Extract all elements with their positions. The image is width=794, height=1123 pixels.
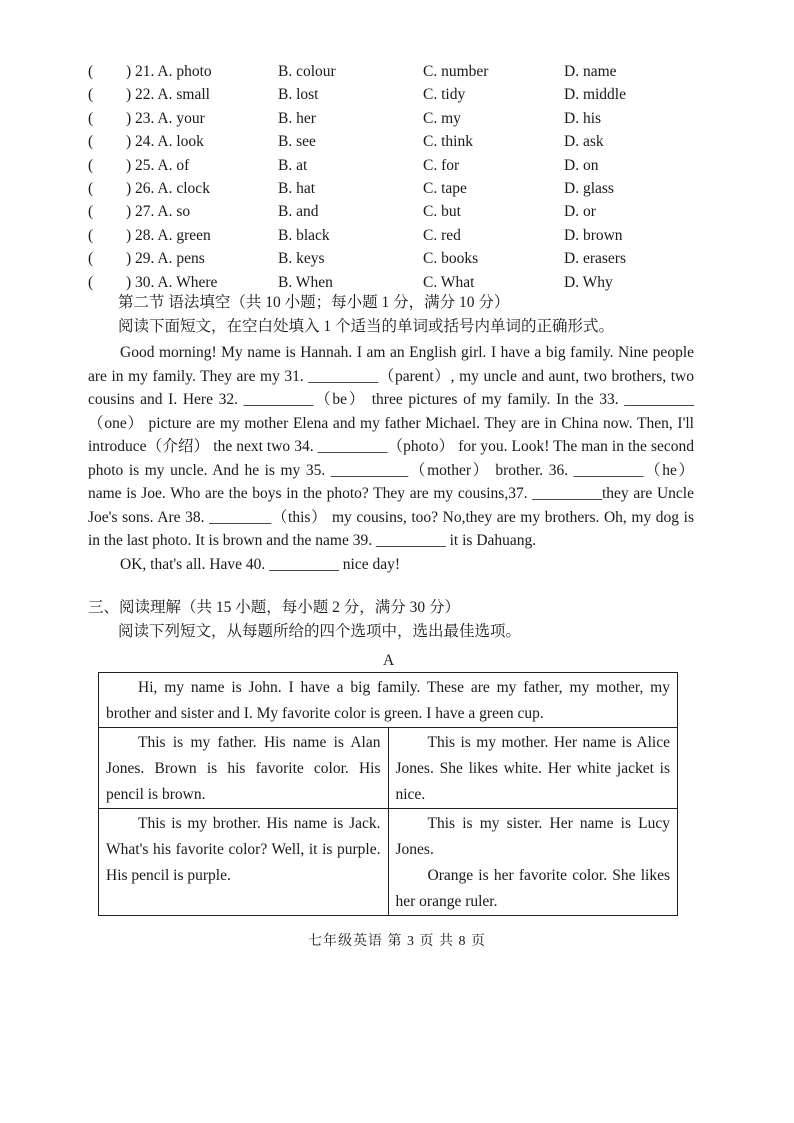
answer-bracket: ( xyxy=(88,203,94,221)
option-b: B. black xyxy=(278,226,330,244)
question-row xyxy=(88,130,708,153)
option-b: B. at xyxy=(278,156,308,174)
answer-bracket: ( xyxy=(88,156,94,174)
passage-label: A xyxy=(383,652,395,669)
option-b: B. colour xyxy=(278,63,336,80)
question-row xyxy=(88,247,708,270)
passage-text: Good morning! My name is Hannah. I am an English girl. I have a big family. Nine people are in my family. They are my 31. _________（parent）, my uncle and aunt, two brothers, two cousins and I. Here 32. _________（be） three pictures of my family. In the 33. _________（one） picture are my mother Elena and my father Michael. They are in China now. Then, I'll introduce（介绍） the next two 34. _________（photo） for you. Look! The man in the second photo is my uncle. And he is my 35. __________（mother） brother. 36. _________（he） name is Joe. Who are the boys in the photo? They are my cousins,37. _________they are Uncle Joe's sons. Are 38. ________（this） my cousins, too? No,they are my brothers. Oh, my dog is in the last photo. It is brown and the name 39. _________ it is Dahuang. xyxy=(88,344,694,549)
section-heading: 三、阅读理解（共 15 小题，每小题 2 分，满分 30 分） xyxy=(88,599,461,616)
answer-bracket: ( xyxy=(88,86,94,104)
cell-text: This is my father. His name is Alan Jones. Brown is his favorite color. His pencil is brown. xyxy=(106,734,381,803)
question-row xyxy=(88,271,708,294)
option-a: ) 27. A. so xyxy=(126,203,191,221)
option-a: ) 26. A. clock xyxy=(126,179,210,197)
option-b: B. When xyxy=(278,273,333,291)
option-d: D. Why xyxy=(564,273,613,291)
cell-text: Hi, my name is John. I have a big family. These are my father, my mother, my brother and sister and I. My favorite color is green. I have a green cup. xyxy=(106,679,670,722)
answer-bracket: ( xyxy=(88,226,94,244)
option-b: B. hat xyxy=(278,179,316,197)
option-d: D. brown xyxy=(564,226,623,244)
table-cell-brother xyxy=(99,809,389,916)
option-c: C. books xyxy=(423,250,479,268)
passage-closing: OK, that's all. Have 40. _________ nice day! xyxy=(120,555,401,573)
answer-bracket: ( xyxy=(88,273,94,291)
answer-bracket: ( xyxy=(88,179,94,197)
option-d: D. ask xyxy=(564,133,604,151)
option-c: C. tape xyxy=(423,179,467,197)
answer-bracket: ( xyxy=(88,250,94,268)
option-a: ) 25. A. of xyxy=(126,156,190,174)
option-c: C. but xyxy=(423,203,461,221)
option-a: ) 29. A. pens xyxy=(126,250,205,268)
option-a: ) 23. A. your xyxy=(126,109,205,127)
table-cell-mother xyxy=(388,728,678,809)
cell-text: Orange is her favorite color. She likes her orange ruler. xyxy=(395,867,670,910)
option-d: D. on xyxy=(564,156,599,174)
page-footer: 七年级英语 第 3 页 共 8 页 xyxy=(308,934,486,949)
question-row xyxy=(88,224,708,247)
option-d: D. erasers xyxy=(564,250,626,268)
section-heading: 第二节 语法填空（共 10 小题；每小题 1 分，满分 10 分） xyxy=(118,294,510,311)
option-a: ) 24. A. look xyxy=(126,133,204,151)
option-c: C. red xyxy=(423,226,461,244)
option-b: B. her xyxy=(278,109,316,127)
answer-bracket: ( xyxy=(88,133,94,151)
question-row xyxy=(88,60,708,83)
option-b: B. lost xyxy=(278,86,319,104)
multiple-choice-list xyxy=(88,60,708,294)
cloze-passage xyxy=(88,341,694,576)
option-d: D. glass xyxy=(564,179,614,197)
option-c: C. What xyxy=(423,273,475,291)
cell-text: This is my sister. Her name is Lucy Jones. xyxy=(395,815,670,858)
option-c: C. for xyxy=(423,156,460,174)
cell-text: This is my brother. His name is Jack. What's his favorite color? Well, it is purple. His pencil is purple. xyxy=(106,815,381,884)
option-b: B. and xyxy=(278,203,319,221)
table-cell-intro xyxy=(99,673,678,728)
table-cell-sister xyxy=(388,809,678,916)
option-a: ) 30. A. Where xyxy=(126,273,218,291)
option-c: C. think xyxy=(423,133,473,151)
question-row xyxy=(88,154,708,177)
question-row xyxy=(88,200,708,223)
question-row xyxy=(88,107,708,130)
option-d: D. name xyxy=(564,63,617,80)
option-c: C. number xyxy=(423,63,489,80)
option-d: D. middle xyxy=(564,86,626,104)
option-b: B. see xyxy=(278,133,316,151)
section-instruction: 阅读下面短文，在空白处填入 1 个适当的单词或括号内单词的正确形式。 xyxy=(118,318,615,335)
option-a: ) 22. A. small xyxy=(126,86,210,104)
question-row xyxy=(88,177,708,200)
question-row xyxy=(88,83,708,106)
answer-bracket: ( xyxy=(88,109,94,127)
answer-bracket: ( xyxy=(88,63,94,80)
option-b: B. keys xyxy=(278,250,325,268)
option-a: ) 21. A. photo xyxy=(126,63,212,80)
table-cell-father xyxy=(99,728,389,809)
section-instruction: 阅读下列短文，从每题所给的四个选项中，选出最佳选项。 xyxy=(118,623,522,640)
option-a: ) 28. A. green xyxy=(126,226,211,244)
reading-table xyxy=(98,672,678,916)
option-d: D. or xyxy=(564,203,596,221)
option-c: C. my xyxy=(423,109,461,127)
option-d: D. his xyxy=(564,109,602,127)
cell-text: This is my mother. Her name is Alice Jones. She likes white. Her white jacket is nice. xyxy=(395,734,670,803)
option-c: C. tidy xyxy=(423,86,466,104)
